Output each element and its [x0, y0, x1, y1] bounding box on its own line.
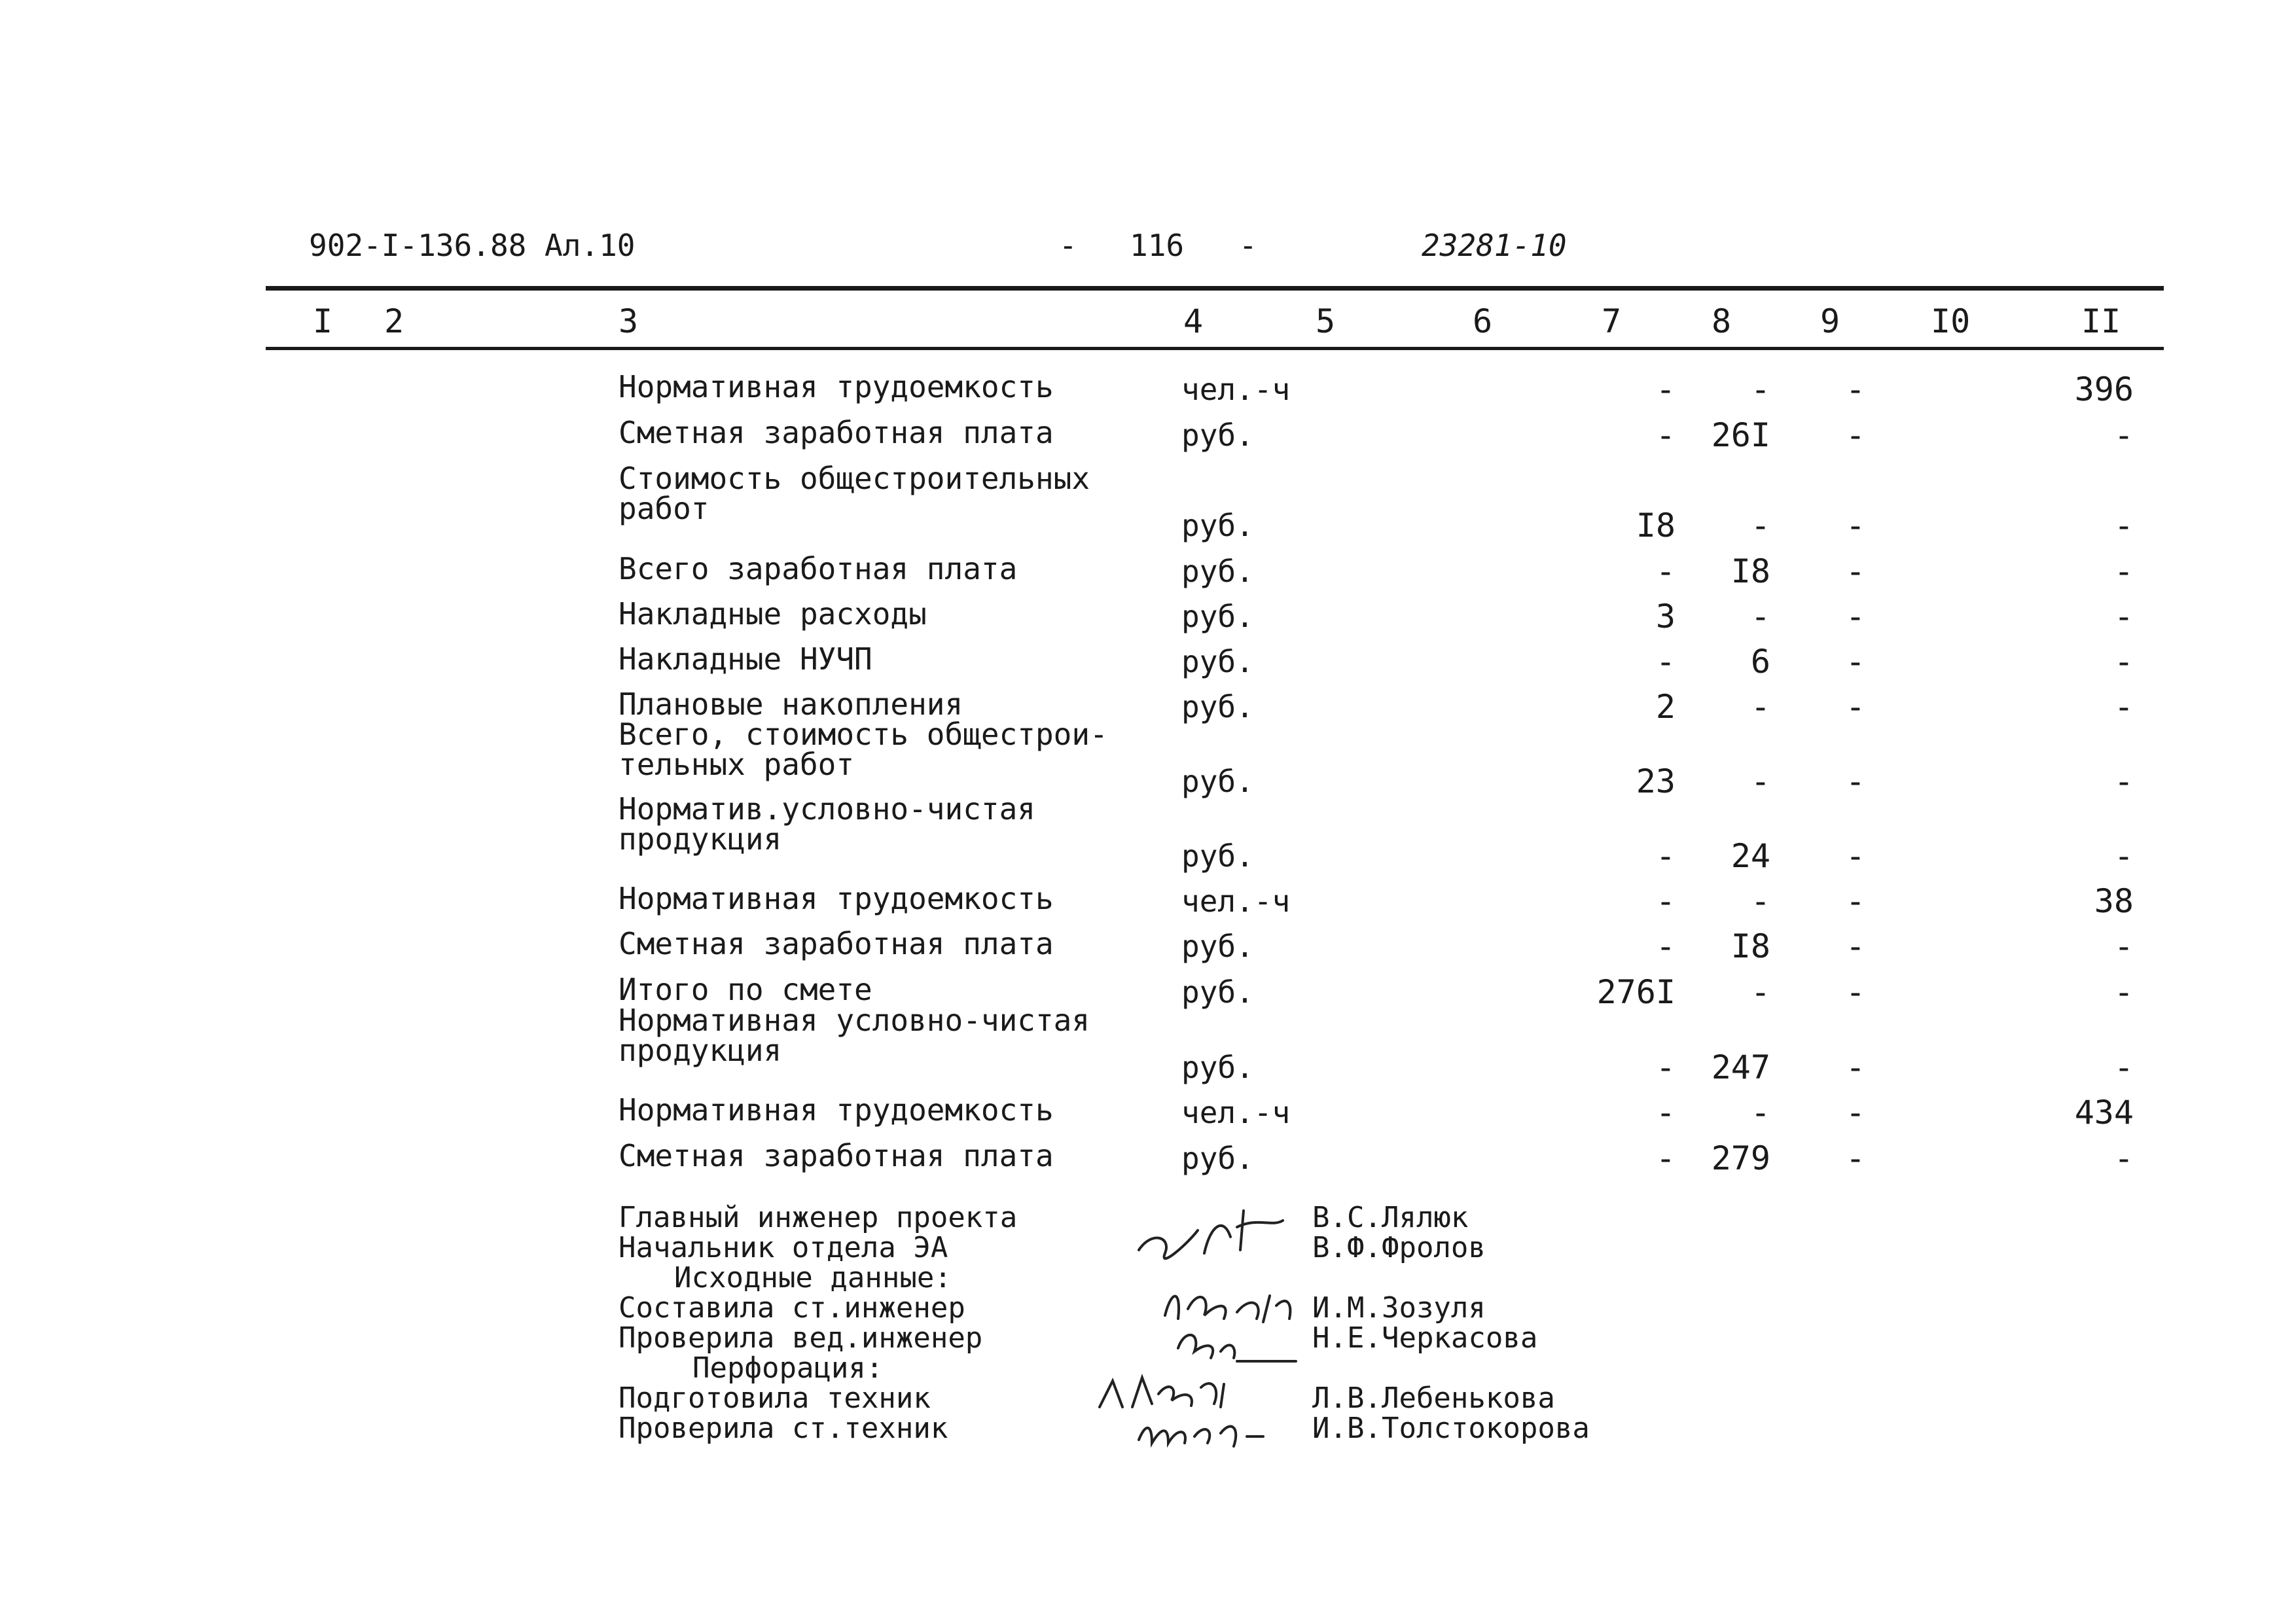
- cell-col9: -: [1845, 973, 1865, 1011]
- cell-col11: -: [2113, 597, 2134, 635]
- cell-col7: -: [1655, 1048, 1676, 1086]
- handwritten-signature: [1126, 1191, 1296, 1270]
- cell-col8: 26I: [1711, 416, 1770, 454]
- row-description: Сметная заработная плата: [619, 415, 1054, 450]
- cell-col9: -: [1845, 552, 1865, 590]
- cell-col7: -: [1655, 927, 1676, 965]
- cell-col9: -: [1845, 643, 1865, 681]
- column-header: 4: [1183, 302, 1204, 340]
- column-header: I0: [1931, 302, 1971, 340]
- row-unit: руб.: [1181, 929, 1254, 964]
- row-unit: руб.: [1181, 418, 1254, 453]
- signature-name: В.С.Лялюк: [1312, 1201, 1469, 1234]
- cell-col8: I8: [1731, 552, 1770, 590]
- cell-col11: -: [2113, 1048, 2134, 1086]
- row-description: Накладные расходы: [619, 596, 927, 632]
- page-number: 116: [1130, 228, 1185, 263]
- page-dash-left: -: [1059, 228, 1077, 263]
- cell-col7: 2: [1655, 688, 1676, 726]
- row-unit: руб.: [1181, 838, 1254, 874]
- cell-col7: -: [1655, 837, 1676, 875]
- row-description: Итого по смете: [619, 972, 872, 1007]
- cell-col11: -: [2113, 643, 2134, 681]
- cell-col8: I8: [1731, 927, 1770, 965]
- cell-col9: -: [1845, 597, 1865, 635]
- cell-col11: -: [2113, 1139, 2134, 1177]
- row-unit: чел.-ч: [1181, 372, 1291, 407]
- row-unit: руб.: [1181, 974, 1254, 1010]
- row-description: Нормативная условно-чистая продукция: [619, 1003, 1090, 1068]
- document-code: 902-I-136.88 Ал.10: [309, 228, 636, 263]
- cell-col9: -: [1845, 416, 1865, 454]
- signature-name: Л.В.Лебенькова: [1312, 1382, 1555, 1415]
- signature-role: Перфорация:: [692, 1351, 884, 1385]
- cell-col11: 38: [2094, 882, 2134, 920]
- cell-col7: -: [1655, 1094, 1676, 1132]
- table-row: [0, 365, 2296, 411]
- cell-col7: -: [1655, 1139, 1676, 1177]
- cell-col11: 434: [2074, 1094, 2134, 1132]
- cell-col7: -: [1655, 882, 1676, 920]
- handwritten-signature: [1172, 1322, 1302, 1374]
- row-unit: руб.: [1181, 554, 1254, 589]
- cell-col11: -: [2113, 837, 2134, 875]
- table-top-rule: [266, 286, 2164, 291]
- row-description: Накладные НУЧП: [619, 641, 872, 677]
- signature-role: Составила ст.инженер: [619, 1291, 965, 1325]
- row-unit: руб.: [1181, 1141, 1254, 1176]
- signature-role: Проверила вед.инженер: [619, 1321, 983, 1355]
- table-row: [0, 1134, 2296, 1180]
- signature-role: Начальник отдела ЭА: [619, 1231, 948, 1264]
- column-header: 3: [619, 302, 639, 340]
- cell-col8: -: [1750, 370, 1770, 408]
- table-row: [0, 922, 2296, 968]
- cell-col7: -: [1655, 416, 1676, 454]
- table-row: [0, 411, 2296, 457]
- row-description: Плановые накопления: [619, 687, 963, 722]
- row-description: Нормативная трудоемкость: [619, 369, 1054, 404]
- signature-name: В.Ф.Фролов: [1312, 1231, 1486, 1264]
- row-description: Нормативная трудоемкость: [619, 881, 1054, 916]
- row-unit: руб.: [1181, 1050, 1254, 1085]
- cell-col11: -: [2113, 552, 2134, 590]
- cell-col8: -: [1750, 507, 1770, 544]
- cell-col9: -: [1845, 1139, 1865, 1177]
- cell-col8: -: [1750, 1094, 1770, 1132]
- row-unit: руб.: [1181, 599, 1254, 634]
- table-row: [0, 547, 2296, 593]
- table-row: [0, 968, 2296, 1014]
- cell-col7: 23: [1636, 762, 1676, 800]
- cell-col8: -: [1750, 973, 1770, 1011]
- cell-col7: I8: [1636, 507, 1676, 544]
- column-header: I: [313, 302, 333, 340]
- row-description: Нормативная трудоемкость: [619, 1092, 1054, 1128]
- cell-col8: 279: [1711, 1139, 1770, 1177]
- signature-name: Н.Е.Черкасова: [1312, 1321, 1538, 1355]
- cell-col9: -: [1845, 837, 1865, 875]
- row-unit: чел.-ч: [1181, 883, 1291, 919]
- cell-col8: -: [1750, 597, 1770, 635]
- row-unit: руб.: [1181, 508, 1254, 543]
- signature-role: Проверила ст.техник: [619, 1412, 948, 1445]
- cell-col8: -: [1750, 688, 1770, 726]
- row-unit: чел.-ч: [1181, 1095, 1291, 1130]
- cell-col9: -: [1845, 1048, 1865, 1086]
- cell-col9: -: [1845, 1094, 1865, 1132]
- row-unit: руб.: [1181, 644, 1254, 679]
- cell-col8: -: [1750, 762, 1770, 800]
- cell-col11: -: [2113, 507, 2134, 544]
- table-row: [0, 592, 2296, 638]
- column-header: 7: [1602, 302, 1622, 340]
- table-row: [0, 461, 2296, 547]
- cell-col7: -: [1655, 643, 1676, 681]
- table-row: [0, 791, 2296, 878]
- table-row: [0, 637, 2296, 683]
- row-unit: руб.: [1181, 764, 1254, 799]
- row-description: Стоимость общестроительных работ: [619, 461, 1090, 526]
- table-row: [0, 1088, 2296, 1134]
- row-unit: руб.: [1181, 689, 1254, 724]
- cell-col7: 276I: [1596, 973, 1676, 1011]
- signature-role: Подготовила техник: [619, 1382, 931, 1415]
- cell-col8: 24: [1731, 837, 1770, 875]
- row-description: Сметная заработная плата: [619, 926, 1054, 961]
- archive-number: 23281-10: [1422, 228, 1567, 263]
- cell-col11: -: [2113, 927, 2134, 965]
- cell-col7: 3: [1655, 597, 1676, 635]
- cell-col11: -: [2113, 762, 2134, 800]
- cell-col7: -: [1655, 370, 1676, 408]
- signature-role: Главный инженер проекта: [619, 1201, 1018, 1234]
- row-description: Всего заработная плата: [619, 551, 1018, 586]
- column-header: 2: [384, 302, 404, 340]
- row-description: Всего, стоимость общестрои- тельных работ: [619, 717, 1108, 782]
- column-header: II: [2081, 302, 2121, 340]
- column-header: 5: [1316, 302, 1336, 340]
- cell-col11: -: [2113, 416, 2134, 454]
- cell-col9: -: [1845, 882, 1865, 920]
- cell-col8: 247: [1711, 1048, 1770, 1086]
- cell-col9: -: [1845, 507, 1865, 544]
- column-header: 6: [1473, 302, 1493, 340]
- row-description: Норматив.условно-чистая продукция: [619, 791, 1035, 857]
- table-row: [0, 877, 2296, 923]
- column-header: 8: [1712, 302, 1732, 340]
- row-description: Сметная заработная плата: [619, 1138, 1054, 1173]
- cell-col7: -: [1655, 552, 1676, 590]
- signature-name: И.М.Зозуля: [1312, 1291, 1486, 1325]
- page-dash-right: -: [1239, 228, 1257, 263]
- table-header-rule: [266, 347, 2164, 350]
- cell-col8: 6: [1750, 643, 1770, 681]
- column-header: 9: [1820, 302, 1840, 340]
- table-row: [0, 717, 2296, 803]
- signature-role: Исходные данные:: [674, 1261, 952, 1294]
- cell-col8: -: [1750, 882, 1770, 920]
- cell-col9: -: [1845, 927, 1865, 965]
- handwritten-signature: [1132, 1407, 1276, 1453]
- signature-name: И.В.Толстокорова: [1312, 1412, 1590, 1445]
- cell-col9: -: [1845, 688, 1865, 726]
- table-row: [0, 683, 2296, 728]
- cell-col9: -: [1845, 762, 1865, 800]
- cell-col11: -: [2113, 688, 2134, 726]
- table-row: [0, 1003, 2296, 1089]
- cell-col11: 396: [2074, 370, 2134, 408]
- cell-col9: -: [1845, 370, 1865, 408]
- cell-col11: -: [2113, 973, 2134, 1011]
